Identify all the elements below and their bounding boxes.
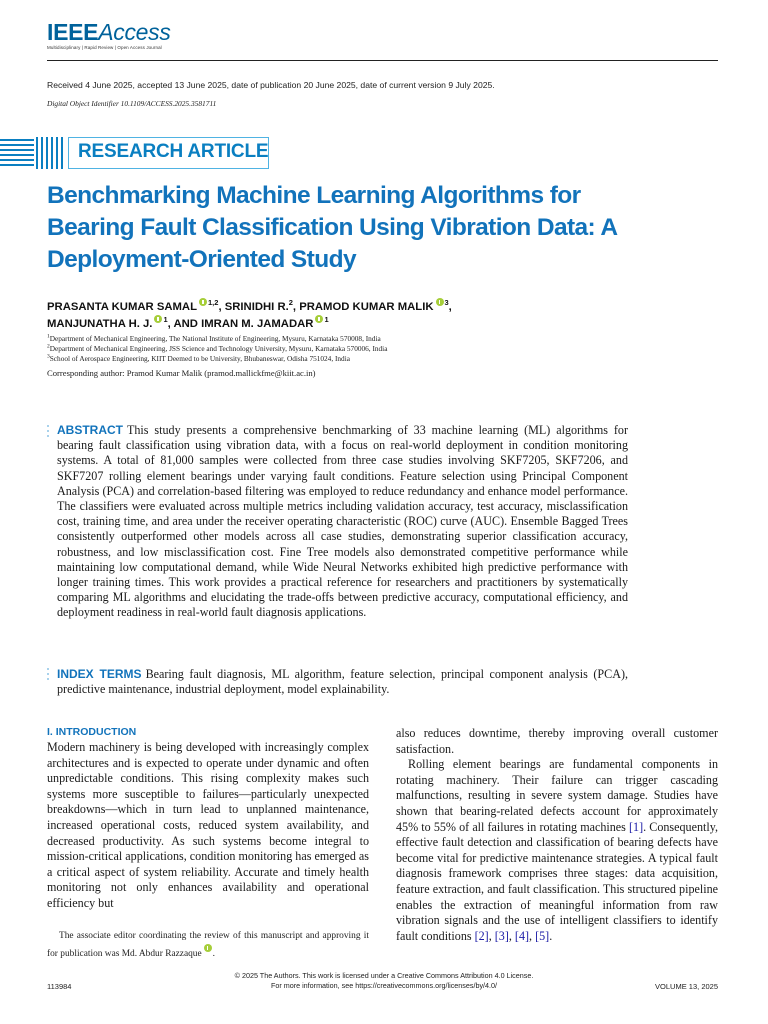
author-name: PRAMOD KUMAR MALIK (299, 301, 434, 313)
dot-separator-icon (47, 425, 51, 440)
affiliations (47, 334, 727, 364)
logo-tagline: Multidisciplinary | Rapid Review | Open Access Journal (47, 45, 162, 50)
index-terms-text: Bearing fault diagnosis, ML algorithm, feature selection, principal component analysis (PCA), predictive maintenance, industrial deployment, model explainability. (57, 667, 628, 697)
author-name: PRASANTA KUMAR SAMAL (47, 301, 197, 313)
author-list: PRASANTA KUMAR SAMAL $^{1,2}$, SRINIDHI R.$^2$, PRAMOD KUMAR MALIK $^3$, MANJUNATHA H. J. $^1$, AND IMRAN M. JAMADAR $^1$ (47, 298, 452, 330)
citation-link[interactable]: [4] (514, 928, 530, 943)
citation-link[interactable]: [1] (629, 819, 644, 834)
affiliation: $^2$Department of Mechanical Engineering, JSS Science and Technology University, Mysuru, Karnataka 570006, India (47, 343, 388, 353)
editor-footnote: The associate editor coordinating the review of this manuscript and approving it for publication was Md. Abdur Razzaque . (47, 931, 369, 959)
page-number: 113984 (47, 982, 72, 991)
orcid-icon[interactable] (315, 315, 323, 323)
orcid-icon[interactable] (436, 298, 444, 306)
dot-separator-icon (47, 668, 51, 683)
paragraph: also reduces downtime, thereby improving overall customer satisfaction. (396, 726, 718, 756)
body-column-left (47, 726, 369, 912)
author-affil-sup: 1 (324, 315, 329, 325)
affiliation: $^1$Department of Mechanical Engineering, The National Institute of Engineering, Mysuru, Karnataka 570008, India (47, 333, 381, 343)
orcid-icon[interactable] (154, 315, 162, 323)
banner-bars (36, 137, 66, 169)
author-affil-sup: 1 (163, 315, 168, 325)
paragraph: Modern machinery is being developed with increasingly complex architectures and is expected to operate under dynamic and often unpredictable conditions. This rising complexity makes such systems more susceptible to failures—particularly unexpected breakdowns—which in turn lead to unplanned maintenance, increased operational costs, reduced system availability, and decreased productivity. As such systems become integral to mission-critical applications, condition monitoring has emerged as a critical aspect of system reliability. Accurate and timely health monitoring not only enhances availability and operational efficiency but (47, 740, 369, 910)
volume-info: VOLUME 13, 2025 (655, 982, 718, 991)
publication-dates: Received 4 June 2025, accepted 13 June 2025, date of publication 20 June 2025, date of current version 9 July 2025. (47, 80, 495, 90)
abstract (57, 423, 628, 621)
author-affil-sup: 1,2 (208, 298, 219, 308)
citation-link[interactable]: [5] (535, 928, 550, 943)
affiliation: $^3$School of Aerospace Engineering, KIIT Deemed to be University, Bhubaneswar, Odisha 751024, India (47, 353, 350, 363)
paper-title: Benchmarking Machine Learning Algorithms for Bearing Fault Classification Using Vibration Data: A Deployment-Oriented Study (47, 182, 617, 273)
paragraph: Rolling element bearings are fundamental components in rotating machinery. Their failure can trigger cascading malfunctions, resulting in severe system damage. Studies have shown that bearing-related defects account for approximately 45% to 55% of all failures in rotating machines [1]. Consequently, effective fault detection and classification of bearing defects have become vital for predictive maintenance strategies. A typical fault diagnosis framework comprises three stages: data acquisition, feature extraction, and fault classification. This structured pipeline enables the extraction of meaningful information from raw vibration signals and the use of intelligent classifiers to identify fault conditions [2], [3], [4], [5]. (396, 757, 719, 943)
author-name: IMRAN M. JAMADAR (201, 318, 314, 330)
author-name: MANJUNATHA H. J. (47, 318, 153, 330)
section-heading: I. INTRODUCTION (47, 726, 137, 738)
license-notice: © 2025 The Authors. This work is licensed under a Creative Commons Attribution 4.0 License. For more information, see https://creativecommons.org/licenses/by/4.0/ (0, 971, 768, 990)
citation-link[interactable]: [3] (494, 928, 509, 943)
article-type: RESEARCH ARTICLE (78, 141, 269, 162)
body-column-right (396, 726, 718, 944)
author-affil-sup: 2 (288, 298, 293, 308)
doi: Digital Object Identifier 10.1109/ACCESS.2025.3581711 (47, 99, 217, 108)
journal-logo (47, 20, 171, 50)
abstract-text: This study presents a comprehensive benchmarking of 33 machine learning (ML) algorithms for bearing fault classification using vibration data, with a focus on real-world deployment in condition monitoring systems. A total of 81,000 samples were collected from three case studies involving SKF7205, SKF7206, and SKF7207 rolling element bearings under varying fault conditions. Feature selection using Principal Component Analysis (PCA) and correlation-based filtering was employed to reduce redundancy and enhance model performance. The classifiers were evaluated across multiple metrics including validation accuracy, test accuracy, misclassification cost, training time, and area under the receiver operating characteristic (ROC) curve (AUC). Ensemble Bagged Trees consistently outperformed other models across all case studies, demonstrating superior classification accuracy, robustness, and low misclassification cost. Fine Tree models also demonstrated competitive performance while maintaining low computational demand, while Wide Neural Networks exhibited high predictive performance with longer training times. This work provides a practical reference for researchers and practitioners by systematically comparing ML algorithms and elucidating the trade-offs between predictive accuracy, computational efficiency, and deployment readiness in real-world fault diagnosis applications. (57, 423, 628, 620)
license-link[interactable]: For more information, see https://creativecommons.org/licenses/by/4.0/ (270, 980, 498, 990)
logo-wordmark: IEEEAccess (47, 19, 171, 45)
citation-link[interactable]: [2] (474, 928, 489, 943)
index-terms-label: INDEX TERMS (57, 667, 142, 681)
index-terms (57, 667, 628, 697)
corresponding-author: Corresponding author: Pramod Kumar Malik (pramod.mallickfme@kiit.ac.in) (47, 368, 316, 378)
author-affil-sup: 3 (444, 298, 449, 308)
orcid-icon[interactable] (199, 298, 207, 306)
header-rule (47, 60, 718, 61)
orcid-icon[interactable] (204, 944, 212, 952)
author-name: SRINIDHI R. (224, 301, 289, 313)
abstract-label: ABSTRACT (57, 423, 123, 437)
